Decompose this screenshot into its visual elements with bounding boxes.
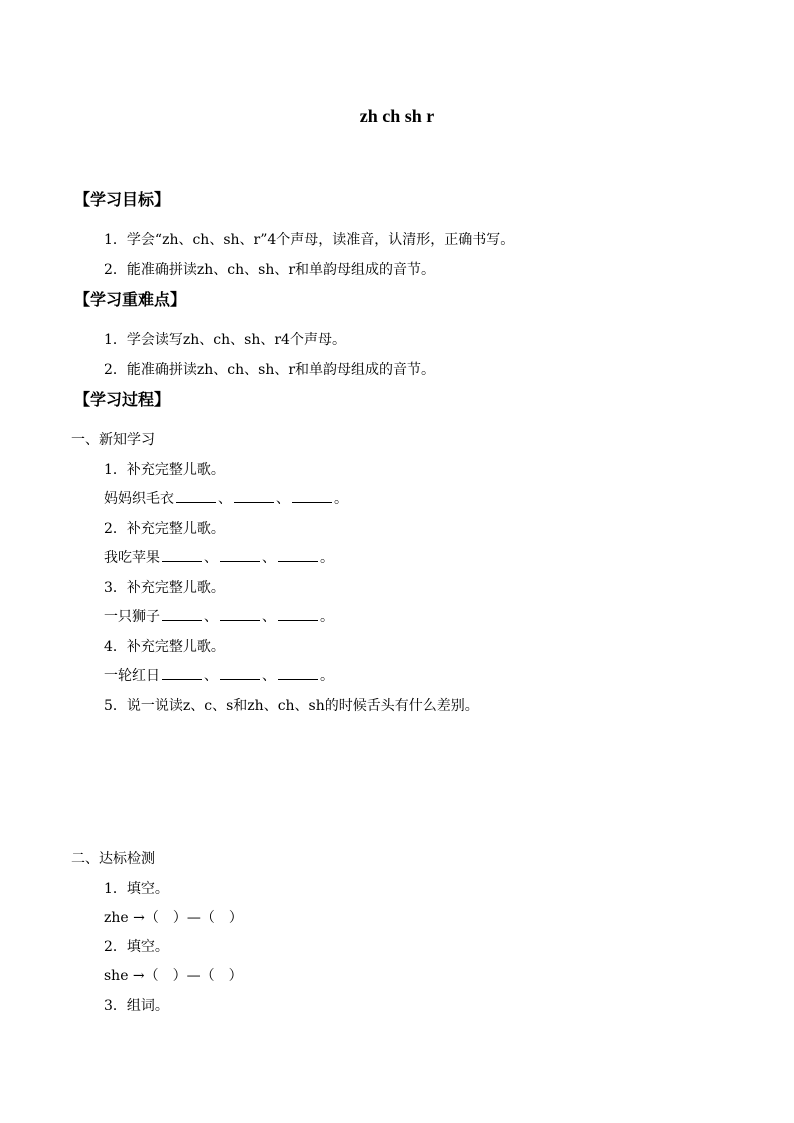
- rhyme-text: 一轮红日: [104, 668, 160, 684]
- question-1: 1．补充完整儿歌。: [104, 462, 225, 478]
- test-answer-line-1[interactable]: zhe →（ ）—（ ）: [104, 910, 243, 926]
- fill-blank[interactable]: [220, 667, 260, 680]
- question-2: 2．补充完整儿歌。: [104, 521, 225, 537]
- keypoint-item: 1．学会读写zh、ch、sh、r4个声母。: [104, 332, 346, 348]
- fill-blank[interactable]: [220, 549, 260, 562]
- fill-blank[interactable]: [278, 608, 318, 621]
- rhyme-line-4: 一轮红日 、 、 。: [104, 668, 334, 684]
- rhyme-line-2: 我吃苹果 、 、 。: [104, 550, 334, 566]
- fill-blank[interactable]: [220, 608, 260, 621]
- section-title-assessment: 二、达标检测: [71, 851, 155, 867]
- fill-blank[interactable]: [162, 549, 202, 562]
- fill-blank[interactable]: [278, 667, 318, 680]
- keypoints-heading: 【学习重难点】: [74, 290, 187, 309]
- test-question-1: 1．填空。: [104, 881, 169, 897]
- page-title: zh ch sh r: [359, 106, 435, 126]
- objective-item: 2．能准确拼读zh、ch、sh、r和单韵母组成的音节。: [104, 262, 436, 278]
- question-5: 5．说一说读z、c、s和zh、ch、sh的时候舌头有什么差别。: [104, 698, 479, 714]
- process-heading: 【学习过程】: [74, 390, 171, 409]
- rhyme-line-1: 妈妈织毛衣 、 、 。: [104, 491, 348, 507]
- fill-blank[interactable]: [176, 490, 216, 503]
- fill-blank[interactable]: [292, 490, 332, 503]
- question-4: 4．补充完整儿歌。: [104, 639, 225, 655]
- fill-blank[interactable]: [278, 549, 318, 562]
- test-answer-line-2[interactable]: she →（ ）—（ ）: [104, 968, 243, 984]
- objective-item: 1．学会“zh、ch、sh、r”4个声母，读准音，认清形，正确书写。: [104, 232, 515, 248]
- fill-blank[interactable]: [162, 608, 202, 621]
- objectives-heading: 【学习目标】: [74, 190, 171, 209]
- rhyme-text: 我吃苹果: [104, 550, 160, 566]
- rhyme-text: 妈妈织毛衣: [104, 491, 174, 507]
- question-3: 3．补充完整儿歌。: [104, 580, 225, 596]
- fill-blank[interactable]: [162, 667, 202, 680]
- rhyme-line-3: 一只狮子 、 、 。: [104, 609, 334, 625]
- fill-blank[interactable]: [234, 490, 274, 503]
- test-question-3: 3．组词。: [104, 998, 169, 1014]
- test-question-2: 2．填空。: [104, 939, 169, 955]
- keypoint-item: 2．能准确拼读zh、ch、sh、r和单韵母组成的音节。: [104, 362, 436, 378]
- section-title-new-learning: 一、新知学习: [71, 432, 155, 448]
- rhyme-text: 一只狮子: [104, 609, 160, 625]
